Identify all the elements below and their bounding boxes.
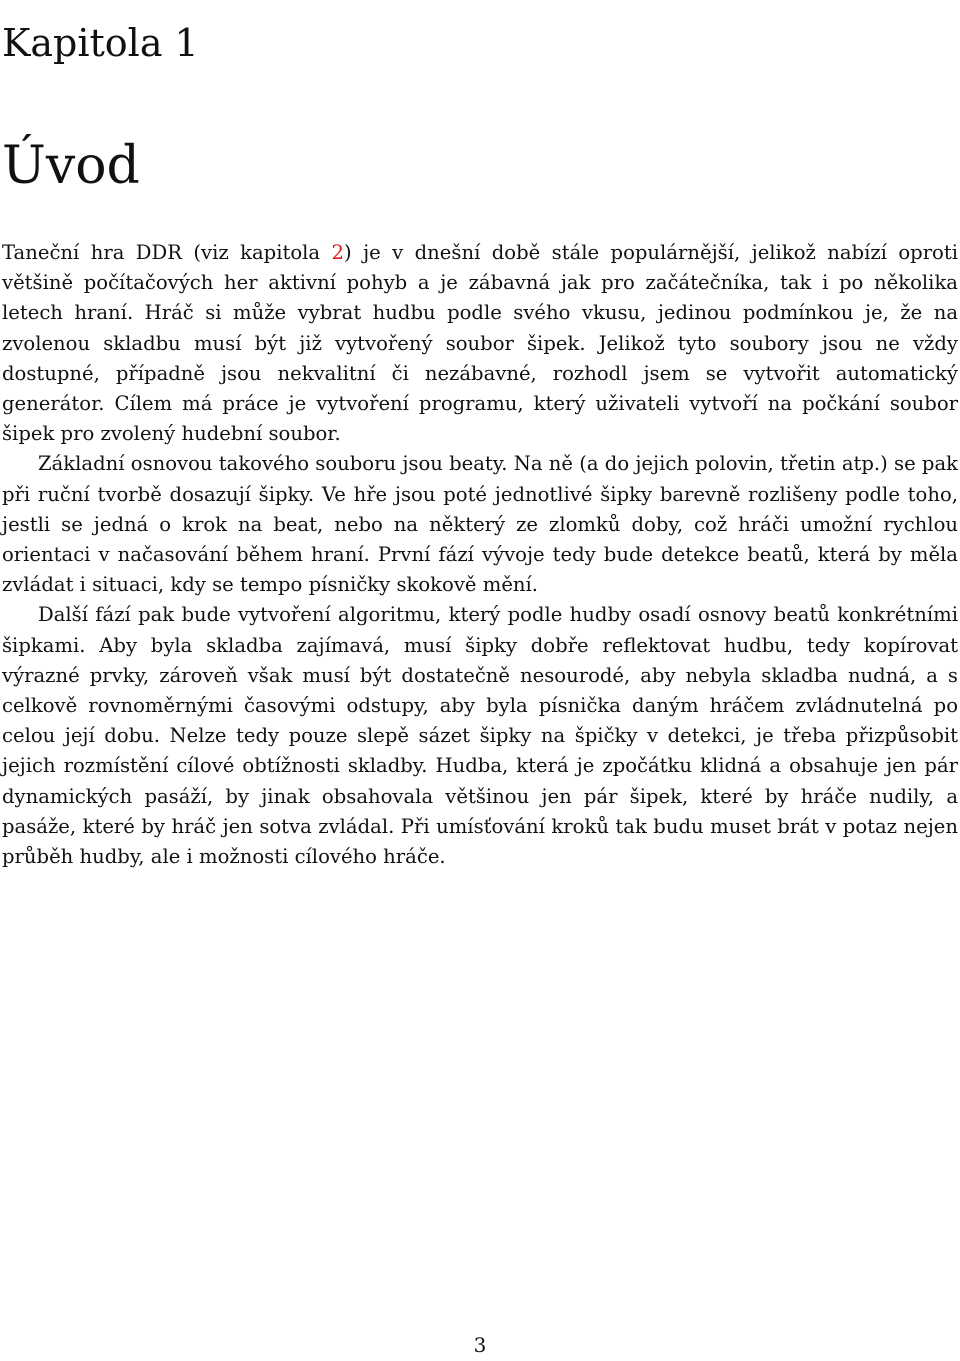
paragraph-1 xyxy=(2,238,958,449)
paragraph-1-text-after-ref: ) je v dnešní době stále populárnější, jelikož nabízí oproti většině počítačových her aktivní pohyb a je zábavná jak pro začátečníka, tak i po několika letech hraní. Hráč si může vybrat hudbu podle svého vkusu, jedinou podmínkou je, že na zvolenou skladbu musí být již vytvořený soubor šipek. Jelikož tyto soubory jsou ne vždy dostupné, případně jsou nekvalitní či nezábavné, rozhodl jsem se vytvořit automatický generátor. Cílem má práce je vytvoření programu, který uživateli vytvoří na počkání soubor šipek pro zvolený hudební soubor. xyxy=(2,241,958,446)
chapter-label: Kapitola 1 xyxy=(2,21,199,66)
chapter-reference-link[interactable]: 2 xyxy=(331,241,344,264)
page-number: 3 xyxy=(473,1333,487,1357)
paragraph-3: Další fází pak bude vytvoření algoritmu, který podle hudby osadí osnovy beatů konkrétními šipkami. Aby byla skladba zajímavá, musí šipky dobře reflektovat hudbu, tedy kopírovat výrazné prvky, zároveň však musí být dostatečně nesourodé, aby nebyla skladba nudná, a s celkově rovnoměrnými časovými odstupy, aby byla písnička daným hráčem zvládnutelná po celou její dobu. Nelze tedy pouze slepě sázet šipky na špičky v detekci, je třeba přizpůsobit jejich rozmístění cílové obtížnosti skladby. Hudba, která je zpočátku klidná a obsahuje jen pár dynamických pasáží, by jinak obsahovala většinou jen pár šipek, které by hráče nudily, a pasáže, které by hráč jen sotva zvládal. Při umísťování kroků tak budu muset brát v potaz nejen průběh hudby, ale i možnosti cílového hráče. xyxy=(2,603,958,869)
chapter-body xyxy=(2,238,958,872)
chapter-title: Úvod xyxy=(2,136,140,197)
paragraph-1-text-before-ref: Taneční hra DDR (viz kapitola xyxy=(2,241,332,264)
paragraph-2: Základní osnovou takového souboru jsou beaty. Na ně (a do jejich polovin, třetin atp.) se pak při ruční tvorbě dosazují šipky. Ve hře jsou poté jednotlivé šipky barevně rozlišeny podle toho, jestli se jedná o krok na beat, nebo na některý ze zlomků doby, což hráči umožní rychlou orientaci v načasování během hraní. První fází vývoje tedy bude detekce beatů, která by měla zvládat i situaci, kdy se tempo písničky skokově mění. xyxy=(2,452,958,597)
